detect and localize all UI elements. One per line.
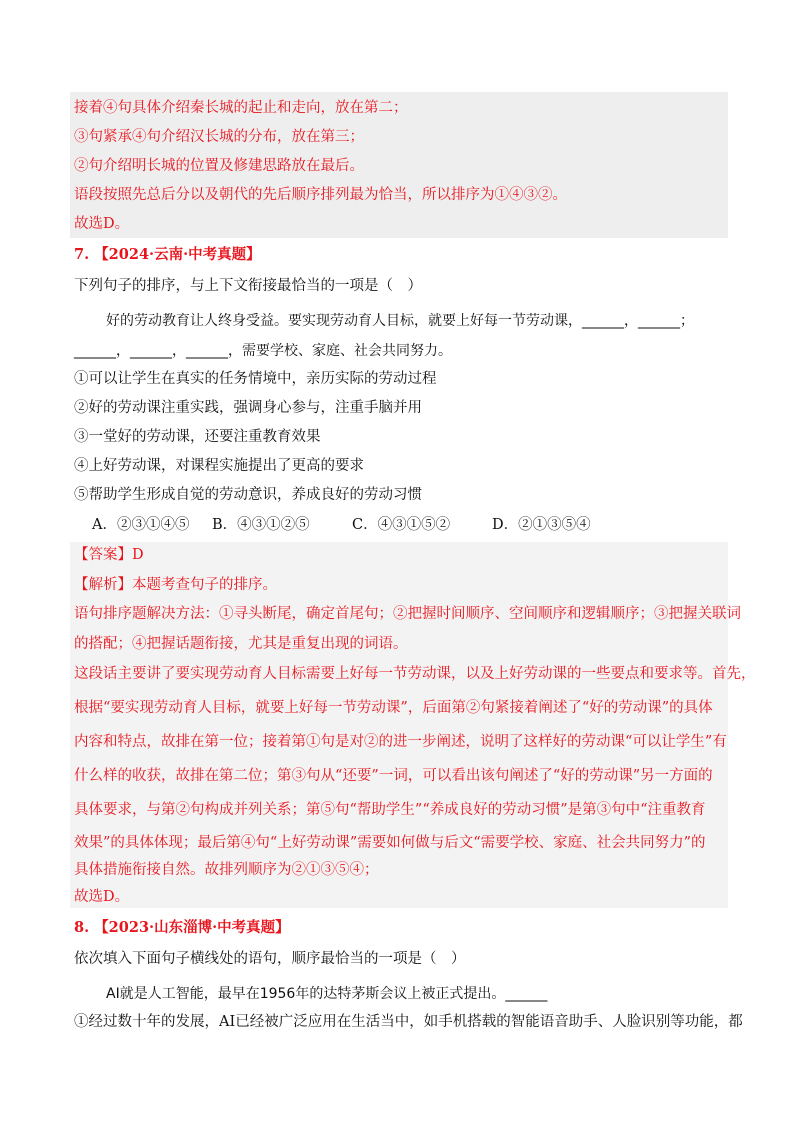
passage-text: 好的劳动教育让人终身受益。要实现劳动育人目标，就要上好每一节劳动课，______，______； — [106, 313, 694, 329]
analysis-line: 效果”的具体体现；最后第④句“上好劳动课”需要如何做与后文“需要学校、家庭、社会共同努力”的 — [74, 835, 706, 851]
analysis-line: ②句介绍明长城的位置及修建思路放在最后。 — [74, 158, 364, 174]
sentence-item: ①可以让学生在真实的任务情境中，亲历实际的劳动过程 — [74, 371, 437, 387]
analysis-line: 内容和特点，故排在第一位；接着第①句是对②的进一步阐述，说明了这样好的劳动课“可以让学生”有 — [74, 734, 727, 750]
option-b: B．④③①②⑤ — [212, 517, 310, 533]
analysis-line: 的搭配；④把握话题衔接，尤其是重复出现的词语。 — [74, 636, 408, 652]
answer-label: 【答案】D — [74, 547, 144, 563]
passage-text: AI就是人工智能，最早在1956年的达特茅斯会议上被正式提出。______ — [106, 986, 548, 1002]
analysis-line: 这段话主要讲了要实现劳动育人目标需要上好每一节劳动课，以及上好劳动课的一些要点和要求等。首先， — [74, 666, 756, 682]
question-heading: 7. 【2024·云南·中考真题】 — [74, 246, 261, 263]
analysis-line: ③句紧承④句介绍汉长城的分布，放在第三； — [74, 129, 364, 145]
passage-text: ______，______，______，需要学校、家庭、社会共同努力。 — [74, 343, 452, 359]
question-heading: 8. 【2023·山东淄博·中考真题】 — [74, 919, 290, 936]
analysis-heading: 【解析】本题考查句子的排序。 — [74, 577, 277, 593]
analysis-line: 具体措施衔接自然。故排列顺序为②①③⑤④； — [74, 862, 379, 878]
option-a: A．②③①④⑤ — [92, 517, 190, 533]
option-d: D．②①③⑤④ — [492, 517, 591, 533]
answer-box — [70, 542, 728, 908]
sentence-item: ⑤帮助学生形成自觉的劳动意识，养成良好的劳动习惯 — [74, 487, 422, 503]
analysis-line: 什么样的收获，故排在第二位；第③句从“还要”一词，可以看出该句阐述了“好的劳动课”另一方面的 — [74, 768, 713, 784]
question-prompt: 依次填入下面句子横线处的语句，顺序最恰当的一项是（ ） — [74, 951, 466, 967]
analysis-line: 故选D。 — [74, 216, 130, 232]
analysis-line: 语段按照先总后分以及朝代的先后顺序排列最为恰当，所以排序为①④③②。 — [74, 187, 567, 203]
analysis-line: 根据“要实现劳动育人目标，就要上好每一节劳动课”，后面第②句紧接着阐述了“好的劳动课”的具体 — [74, 700, 713, 716]
analysis-line: 具体要求，与第②句构成并列关系；第⑤句“帮助学生”“养成良好的劳动习惯”是第③句中“注重教育 — [74, 802, 706, 818]
analysis-line: 语句排序题解决方法：①寻头断尾，确定首尾句；②把握时间顺序、空间顺序和逻辑顺序；③把握关联词 — [74, 606, 741, 622]
sentence-item: ④上好劳动课，对课程实施提出了更高的要求 — [74, 458, 364, 474]
analysis-line: 故选D。 — [74, 889, 130, 905]
analysis-line: 接着④句具体介绍秦长城的起止和走向，放在第二； — [74, 100, 408, 116]
sentence-item: ③一堂好的劳动课，还要注重教育效果 — [74, 429, 321, 445]
sentence-item: ②好的劳动课注重实践，强调身心参与，注重手脑并用 — [74, 400, 422, 416]
option-c: C．④③①⑤② — [352, 517, 451, 533]
sentence-item: ①经过数十年的发展，AI已经被广泛应用在生活当中，如手机搭载的智能语音助手、人脸识别等功能，都 — [74, 1014, 743, 1030]
question-prompt: 下列句子的排序，与上下文衔接最恰当的一项是（ ） — [74, 278, 422, 294]
